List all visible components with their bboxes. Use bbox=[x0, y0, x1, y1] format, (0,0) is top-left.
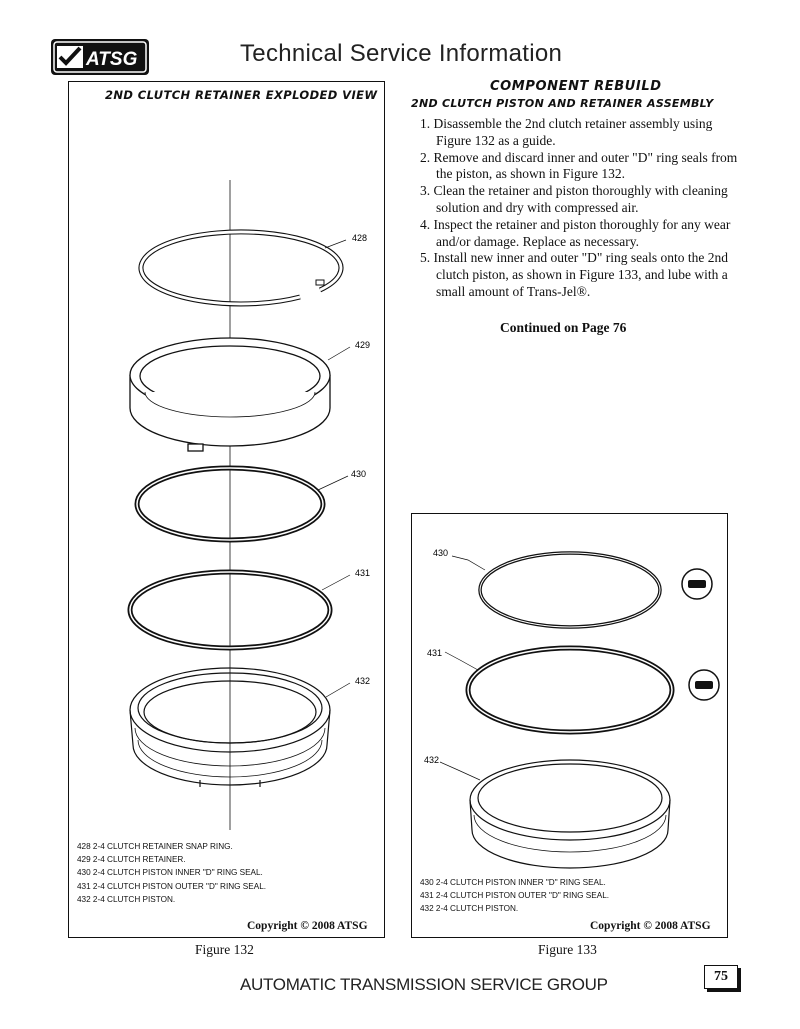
atsg-logo bbox=[50, 38, 150, 76]
step-item: 1. Disassemble the 2nd clutch retainer assembly using Figure 132 as a guide. bbox=[420, 116, 713, 148]
callout-430: 430 bbox=[433, 548, 449, 558]
callout-432: 432 bbox=[355, 676, 371, 686]
legend-item: 432 2-4 CLUTCH PISTON. bbox=[77, 894, 176, 904]
callout-428: 428 bbox=[352, 233, 368, 243]
callout-431: 431 bbox=[355, 568, 371, 578]
step-item: 5. Install new inner and outer "D" ring seals onto the 2nd clutch piston, as shown in Figure 133, and lube with a small amount of Trans-Jel®. bbox=[420, 250, 728, 299]
footer-text: AUTOMATIC TRANSMISSION SERVICE GROUP bbox=[240, 975, 608, 994]
figure-133-legend bbox=[420, 876, 609, 916]
legend-item: 431 2-4 CLUTCH PISTON OUTER "D" RING SEAL. bbox=[77, 881, 267, 891]
figure-132-title: 2ND CLUTCH RETAINER EXPLODED VIEW bbox=[105, 88, 378, 102]
page-title: Technical Service Information bbox=[240, 40, 563, 67]
figure-133-copyright: Copyright © 2008 ATSG bbox=[590, 920, 711, 932]
step-item: 2. Remove and discard inner and outer "D" ring seals from the piston, as shown in Figure 132. bbox=[420, 149, 738, 182]
callout-430: 430 bbox=[351, 469, 367, 479]
figure-132-copyright: Copyright © 2008 ATSG bbox=[247, 920, 368, 932]
seal-install-drawing bbox=[413, 515, 724, 870]
exploded-view-drawing bbox=[70, 100, 382, 835]
legend-item: 432 2-4 CLUTCH PISTON. bbox=[420, 904, 519, 914]
legend-item: 430 2-4 CLUTCH PISTON INNER "D" RING SEAL. bbox=[420, 878, 606, 887]
step-item: 4. Inspect the retainer and piston thoroughly for any wear and/or damage. Replace as necessary. bbox=[420, 216, 731, 249]
callout-432: 432 bbox=[424, 755, 440, 765]
section-title: COMPONENT REBUILD bbox=[490, 79, 662, 94]
figure-132-legend bbox=[77, 840, 266, 906]
page-number: 75 bbox=[704, 965, 738, 989]
figure-132-caption: Figure 132 bbox=[195, 942, 254, 957]
section-subtitle: 2ND CLUTCH PISTON AND RETAINER ASSEMBLY bbox=[411, 97, 714, 110]
d-ring-section-icon bbox=[689, 670, 719, 700]
legend-item: 431 2-4 CLUTCH PISTON OUTER "D" RING SEAL. bbox=[420, 891, 610, 901]
step-item: 3. Clean the retainer and piston thoroughly with cleaning solution and dry with compressed air. bbox=[420, 183, 728, 215]
callout-431: 431 bbox=[427, 648, 443, 658]
d-ring-section-icon bbox=[682, 569, 712, 599]
inner-d-ring-part bbox=[480, 553, 660, 627]
logo-text: ATSG bbox=[86, 49, 138, 70]
piston-part bbox=[470, 760, 670, 868]
continued-note: Continued on Page 76 bbox=[500, 320, 627, 335]
legend-item: 428 2-4 CLUTCH RETAINER SNAP RING. bbox=[77, 842, 233, 851]
figure-133-caption: Figure 133 bbox=[538, 942, 597, 957]
retainer-part bbox=[130, 338, 330, 451]
snap-ring-part bbox=[141, 232, 341, 304]
legend-item: 429 2-4 CLUTCH RETAINER. bbox=[77, 855, 186, 865]
legend-item: 430 2-4 CLUTCH PISTON INNER "D" RING SEAL. bbox=[77, 868, 263, 878]
rebuild-steps bbox=[420, 116, 750, 301]
callout-429: 429 bbox=[355, 340, 371, 350]
outer-d-ring-part bbox=[468, 648, 672, 732]
